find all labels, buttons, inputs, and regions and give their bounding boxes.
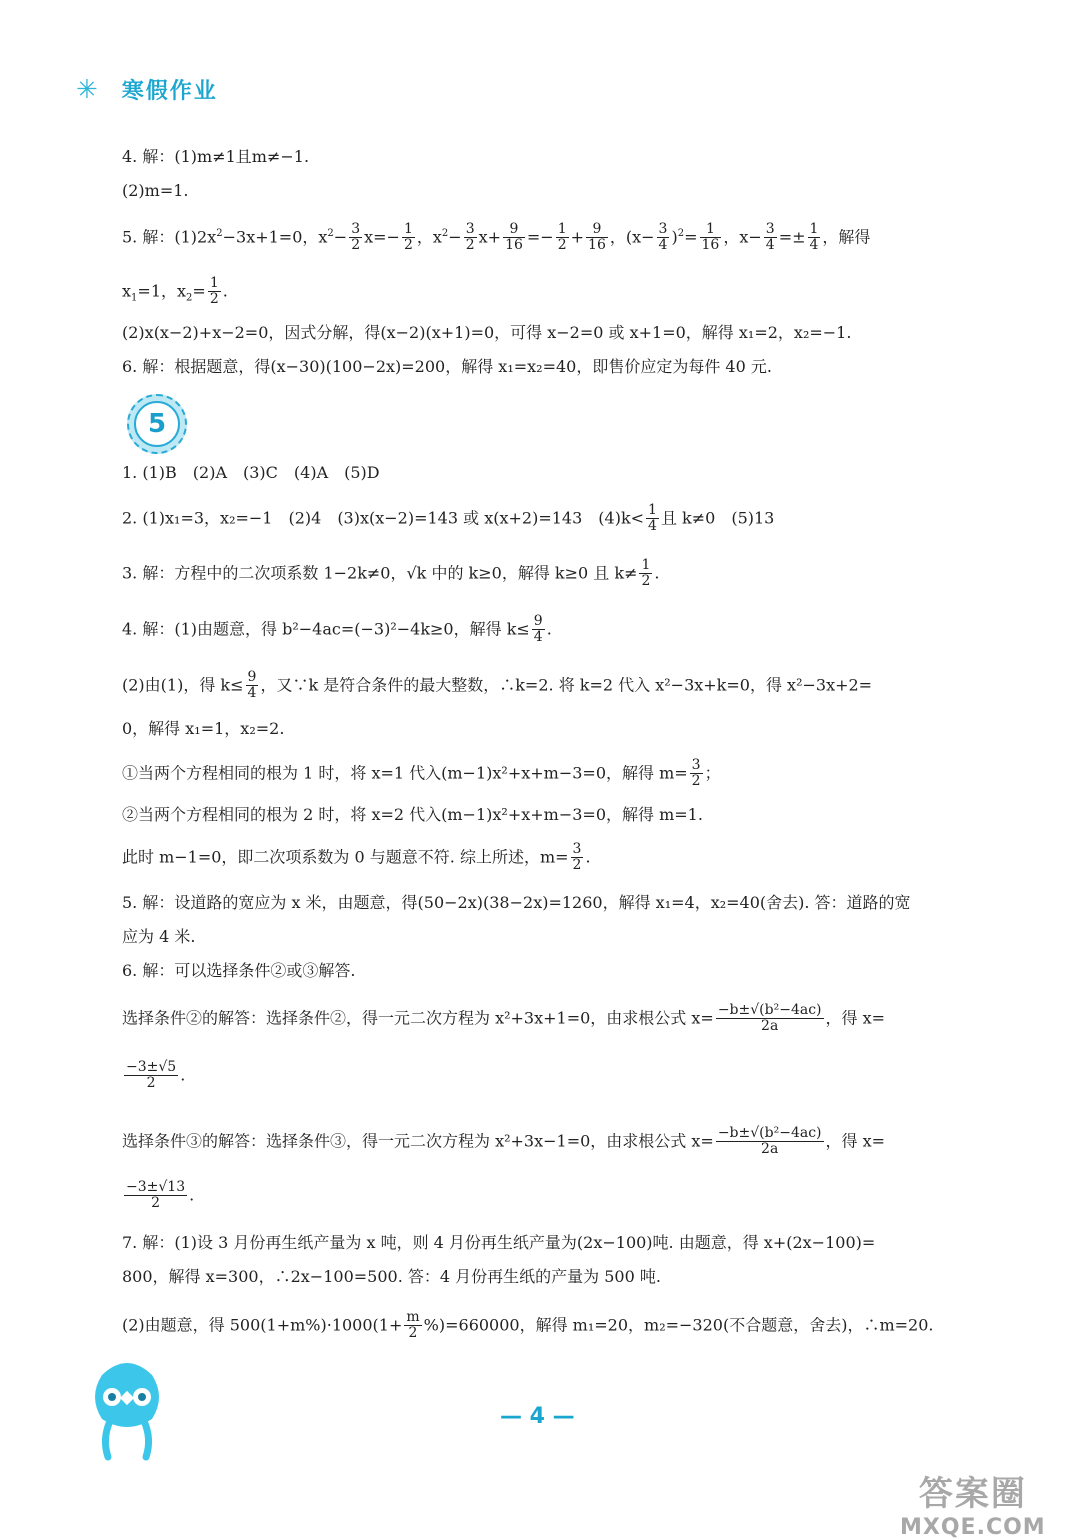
answer-line: 应为 4 米. [122,927,196,946]
answer-line: 4. 解：(1)m≠1且m≠−1. [122,147,310,166]
answer-line: 1. (1)B (2)A (3)C (4)A (5)D [122,463,380,482]
answer-line: 3. 解：方程中的二次项系数 1−2k≠0，√k 中的 k≥0，解得 k≥0 且 k≠ $\frac{1}{2}$ . [122,557,660,590]
page-number: — 4 — [500,1404,575,1429]
watermark-text: 答案圈 [918,1474,1027,1514]
answer-line: (2)由(1)，得 k≤ $\frac{9}{4}$ ，又∵k 是符合条件的最大整数，∴k=2. 将 k=2 代入 x²−3x+k=0，得 x²−3x+2= [122,669,873,702]
page-header [76,74,218,105]
snowflake-icon: ✳ [76,74,98,105]
answer-line: (2)m=1. [122,181,189,200]
answer-line: 800，解得 x=300，∴2x−100=500. 答：4 月份再生纸的产量为 500 吨. [122,1267,661,1286]
answer-line: 此时 m−1=0，即二次项系数为 0 与题意不符. 综上所述，m= $\frac{3}{2}$ . [122,841,591,874]
answer-line: 选择条件③的解答：选择条件③，得一元二次方程为 x²+3x−1=0，由求根公式 x= $\frac{\text{−b±√(b²−4ac)}}{2a}$ ，得 x= [122,1125,886,1158]
answer-line: $\frac{-3\pm√13}{2}$ . [126,1179,195,1212]
answer-line: 5. 解：设道路的宽应为 x 米，由题意，得(50−2x)(38−2x)=1260，解得 x₁=4，x₂=40(舍去). 答：道路的宽 [122,893,911,912]
answer-line: ①当两个方程相同的根为 1 时，将 x=1 代入(m−1)x²+x+m−3=0，解得 m= $\frac{3}{2}$ ； [122,757,721,790]
section-badge [127,394,187,454]
watermark [900,1466,1046,1540]
answer-line: 7. 解：(1)设 3 月份再生纸产量为 x 吨，则 4 月份再生纸产量为(2x−100)吨. 由题意，得 x+(2x−100)= [122,1233,876,1252]
answer-line: (2)x(x−2)+x−2=0，因式分解，得(x−2)(x+1)=0，可得 x−2=0 或 x+1=0，解得 x₁=2，x₂=−1. [122,323,852,342]
answer-line: (2)由题意，得 500(1+m%)·1000(1+ $\frac{m}{2}$ %)=660000，解得 m₁=20，m₂=−320(不合题意，舍去)，∴m=20. [122,1309,934,1342]
answer-line: 5. 解：$(1)2x^2-3x+1=0$，$x^2-$ $\frac{3}{2}$ x=− $\frac{1}{2}$ ，$x^2-$ $\frac{3}{2}$ x+ $\frac{9}{16}$ =− $\frac{1}{2}$ + $\frac{9}{16}$ ，(x− $\frac{3}{4}$ )$^2$= $\frac{1}{16}$ ，x− $\frac{3}{4}$ =± $\frac{1}{4}$ ，解得 [122,221,871,254]
answer-line: 选择条件②的解答：选择条件②，得一元二次方程为 x²+3x+1=0，由求根公式 x= $\frac{\text{−b±√(b²−4ac)}}{2a}$ ，得 x= [122,1002,886,1035]
header-title: 寒假作业 [121,79,218,104]
answer-line: $x_1=1$，$x_2=$ $\frac{1}{2}$ . [122,275,228,308]
answer-line: 0，解得 x₁=1，x₂=2. [122,719,285,738]
answer-line: 6. 解：根据题意，得(x−30)(100−2x)=200，解得 x₁=x₂=40，即售价应定为每件 40 元. [122,357,772,376]
answer-line: 2. (1)x₁=3，x₂=−1 (2)4 (3)x(x−2)=143 或 x(x+2)=143 (4)k< $\frac{1}{4}$ 且 k≠0 (5)13 [122,502,775,535]
answer-line: 6. 解：可以选择条件②或③解答. [122,961,356,980]
answer-line: $\frac{-3\pm√5}{2}$ . [126,1059,186,1092]
answer-line: 4. 解：(1)由题意，得 b²−4ac=(−3)²−4k≥0，解得 k≤ $\frac{9}{4}$ . [122,613,552,646]
watermark-url: MXQE.COM [900,1515,1046,1540]
section-number: 5 [134,401,180,447]
answer-line: ②当两个方程相同的根为 2 时，将 x=2 代入(m−1)x²+x+m−3=0，解得 m=1. [122,805,703,824]
mascot-icon [88,1353,166,1467]
